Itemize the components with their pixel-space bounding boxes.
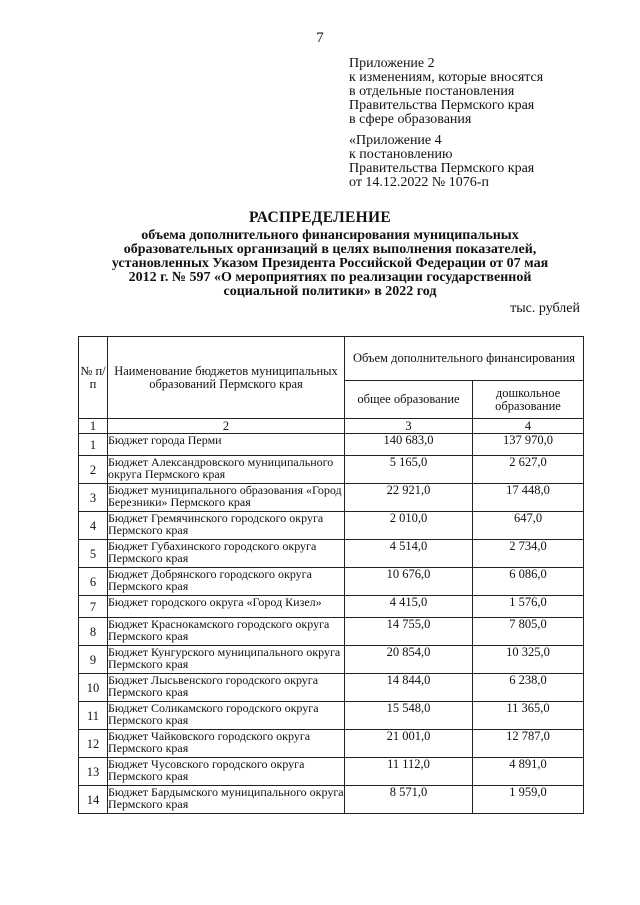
- table-row: [79, 434, 584, 456]
- budget-name: Бюджет Соликамского городского округа Пермского края: [108, 702, 345, 730]
- general-education-value: 10 676,0: [345, 568, 473, 596]
- appendix-line: к изменениям, которые вносятся: [349, 70, 544, 85]
- table-row: [79, 758, 584, 786]
- row-number: 2: [79, 456, 108, 484]
- row-number: 5: [79, 540, 108, 568]
- appendix-line: от 14.12.2022 № 1076-п: [349, 175, 489, 190]
- table-row: [79, 646, 584, 674]
- table-row: [79, 730, 584, 758]
- column-index: 4: [473, 419, 584, 434]
- appendix-line: «Приложение 4: [349, 133, 442, 148]
- table-row: [79, 568, 584, 596]
- appendix-line: Приложение 2: [349, 56, 435, 71]
- budget-name: Бюджет Александровского муниципального округа Пермского края: [108, 456, 345, 484]
- appendix-line: в сфере образования: [349, 112, 472, 127]
- preschool-education-value: 647,0: [473, 512, 584, 540]
- document-subtitle: объема дополнительного финансирования муниципальных образовательных организаций в целях выполнения показателей, установленных Указом Президента Российской Федерации от 07 мая 2012 г. № 597 «О мероприятиях по реализации государственной социальной политики» в 2022 год: [111, 228, 549, 299]
- header-name: Наименование бюджетов муниципальных образований Пермского края: [108, 337, 345, 419]
- document-title: РАСПРЕДЕЛЕНИЕ: [249, 209, 391, 226]
- preschool-education-value: 7 805,0: [473, 618, 584, 646]
- general-education-value: 21 001,0: [345, 730, 473, 758]
- budget-name: Бюджет Чайковского городского округа Пермского края: [108, 730, 345, 758]
- column-index: 3: [345, 419, 473, 434]
- general-education-value: 140 683,0: [345, 434, 473, 456]
- general-education-value: 8 571,0: [345, 786, 473, 814]
- preschool-education-value: 4 891,0: [473, 758, 584, 786]
- table-row: [79, 674, 584, 702]
- table-row: [79, 456, 584, 484]
- preschool-education-value: 2 734,0: [473, 540, 584, 568]
- budget-name: Бюджет городского округа «Город Кизел»: [108, 596, 345, 618]
- general-education-value: 14 755,0: [345, 618, 473, 646]
- preschool-education-value: 17 448,0: [473, 484, 584, 512]
- appendix-line: к постановлению: [349, 147, 453, 162]
- row-number: 14: [79, 786, 108, 814]
- row-number: 3: [79, 484, 108, 512]
- row-number: 6: [79, 568, 108, 596]
- budget-name: Бюджет Лысьвенского городского округа Пермского края: [108, 674, 345, 702]
- budget-name: Бюджет Добрянского городского округа Пермского края: [108, 568, 345, 596]
- preschool-education-value: 2 627,0: [473, 456, 584, 484]
- budget-name: Бюджет города Перми: [108, 434, 345, 456]
- header-volume: Объем дополнительного финансирования: [345, 337, 584, 381]
- budget-name: Бюджет Чусовского городского округа Пермского края: [108, 758, 345, 786]
- row-number: 13: [79, 758, 108, 786]
- budget-name: Бюджет Гремячинского городского округа Пермского края: [108, 512, 345, 540]
- preschool-education-value: 12 787,0: [473, 730, 584, 758]
- allocation-table: [78, 336, 584, 814]
- appendix-line: в отдельные постановления: [349, 84, 515, 99]
- row-number: 8: [79, 618, 108, 646]
- general-education-value: 2 010,0: [345, 512, 473, 540]
- table-row: [79, 540, 584, 568]
- column-index: 1: [79, 419, 108, 434]
- budget-name: Бюджет Губахинского городского округа Пермского края: [108, 540, 345, 568]
- preschool-education-value: 1 959,0: [473, 786, 584, 814]
- column-index-row: [79, 419, 584, 434]
- row-number: 10: [79, 674, 108, 702]
- general-education-value: 11 112,0: [345, 758, 473, 786]
- budget-name: Бюджет Кунгурского муниципального округа Пермского края: [108, 646, 345, 674]
- row-number: 11: [79, 702, 108, 730]
- general-education-value: 20 854,0: [345, 646, 473, 674]
- preschool-education-value: 6 086,0: [473, 568, 584, 596]
- preschool-education-value: 10 325,0: [473, 646, 584, 674]
- general-education-value: 4 415,0: [345, 596, 473, 618]
- appendix-header: [349, 57, 543, 127]
- page-number: 7: [316, 30, 324, 46]
- general-education-value: 22 921,0: [345, 484, 473, 512]
- header-preschool: дошкольное образование: [473, 381, 584, 419]
- preschool-education-value: 137 970,0: [473, 434, 584, 456]
- row-number: 1: [79, 434, 108, 456]
- header-general: общее образование: [345, 381, 473, 419]
- preschool-education-value: 6 238,0: [473, 674, 584, 702]
- preschool-education-value: 11 365,0: [473, 702, 584, 730]
- general-education-value: 14 844,0: [345, 674, 473, 702]
- table-row: [79, 512, 584, 540]
- budget-name: Бюджет Краснокамского городского округа Пермского края: [108, 618, 345, 646]
- header-num: № п/п: [79, 337, 108, 419]
- row-number: 4: [79, 512, 108, 540]
- preschool-education-value: 1 576,0: [473, 596, 584, 618]
- appendix-line: Правительства Пермского края: [349, 161, 535, 176]
- row-number: 7: [79, 596, 108, 618]
- budget-name: Бюджет муниципального образования «Город Березники» Пермского края: [108, 484, 345, 512]
- table-row: [79, 484, 584, 512]
- appendix-reference: [349, 134, 534, 190]
- row-number: 12: [79, 730, 108, 758]
- appendix-line: Правительства Пермского края: [349, 98, 535, 113]
- budget-name: Бюджет Бардымского муниципального округа Пермского края: [108, 786, 345, 814]
- units-label: тыс. рублей: [510, 301, 580, 316]
- table-row: [79, 596, 584, 618]
- table-row: [79, 702, 584, 730]
- table-row: [79, 618, 584, 646]
- general-education-value: 4 514,0: [345, 540, 473, 568]
- general-education-value: 15 548,0: [345, 702, 473, 730]
- row-number: 9: [79, 646, 108, 674]
- column-index: 2: [108, 419, 345, 434]
- table-row: [79, 786, 584, 814]
- general-education-value: 5 165,0: [345, 456, 473, 484]
